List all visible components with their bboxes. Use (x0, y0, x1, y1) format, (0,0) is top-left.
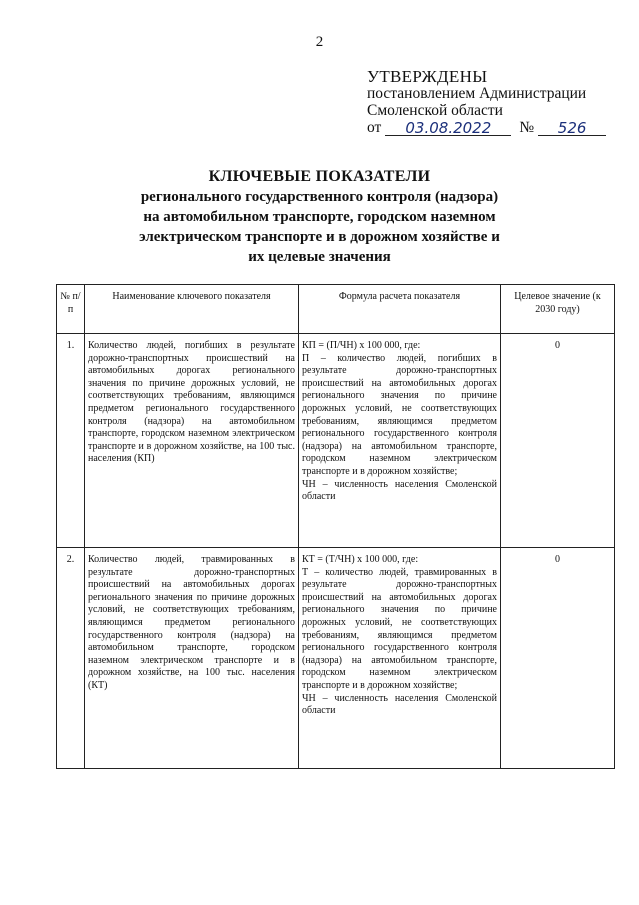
handwritten-date: 03.08.2022 (385, 121, 511, 136)
title-line-2: регионального государственного контроля (надзора) (140, 189, 499, 205)
key-indicators-table (56, 284, 615, 769)
formula-variable-1: Т – количество людей, травмированных в результате дорожно-транспортных происшествий на автомобильных дорогах регионального значения по причине дорожных условий, не соответствующих требованиям, являющимся предметом регионального государственного контроля (надзора) на автомобильном транспорте, городском наземном электрическом транспорте и в дорожном хозяйстве; (302, 566, 497, 691)
approval-stamp (367, 68, 606, 136)
header-target: Целевое значение (к 2030 году) (501, 285, 615, 334)
table-header-row (57, 285, 615, 334)
header-formula: Формула расчета показателя (299, 285, 501, 334)
table-row (57, 548, 615, 769)
approval-date-row (367, 119, 606, 136)
handwritten-number: 526 (538, 121, 606, 136)
document-title (0, 167, 639, 267)
header-num: № п/п (57, 285, 85, 334)
title-line-4: электрическом транспорте и в дорожном хозяйстве и (139, 229, 500, 245)
approval-line-1: постановлением Администрации (367, 85, 587, 102)
row-number: 2. (57, 548, 85, 769)
table-row (57, 334, 615, 548)
formula-main: КТ = (Т/ЧН) х 100 000, где: (302, 554, 419, 565)
formula-variable-2: ЧН – численность населения Смоленской области (302, 478, 497, 503)
header-name: Наименование ключевого показателя (85, 285, 299, 334)
target-value: 0 (501, 334, 615, 548)
indicator-formula (299, 548, 501, 769)
approval-heading: УТВЕРЖДЕНЫ (367, 67, 488, 86)
number-prefix: № (519, 119, 535, 136)
title-line-5: их целевые значения (248, 249, 391, 265)
formula-variable-1: П – количество людей, погибших в результате дорожно-транспортных происшествий на автомобильных дорогах регионального значения по причине дорожных условий, не соответствующих требованиям, являющимся предметом регионального государственного контроля (надзора) на автомобильном транспорте, городском наземном электрическом транспорте и в дорожном хозяйстве; (302, 352, 497, 477)
title-main: КЛЮЧЕВЫЕ ПОКАЗАТЕЛИ (208, 168, 431, 185)
approval-line-2: Смоленской области (367, 102, 503, 119)
formula-variable-2: ЧН – численность населения Смоленской области (302, 692, 497, 717)
title-line-3: на автомобильном транспорте, городском наземном (143, 209, 496, 225)
row-number: 1. (57, 334, 85, 548)
formula-main: КП = (П/ЧН) х 100 000, где: (302, 340, 421, 351)
indicator-name: Количество людей, травмированных в результате дорожно-транспортных происшествий на автомобильных дорогах регионального значения по причине дорожных условий, не соответствующих требованиям, являющимся предметом регионального государственного контроля (надзора) на автомобильном транспорте, городском наземном электрическом транспорте и в дорожном хозяйстве, на 100 тыс. населения (КТ) (85, 548, 299, 769)
target-value: 0 (501, 548, 615, 769)
from-prefix: от (367, 119, 382, 136)
indicator-name: Количество людей, погибших в результате дорожно-транспортных происшествий на автомобильных дорогах регионального значения по причине дорожных условий, не соответствующих требованиям, являющимся предметом регионального государственного контроля (надзора) на автомобильном транспорте, городском наземном электрическом транспорте и в дорожном хозяйстве, на 100 тыс. населения (КП) (85, 334, 299, 548)
page-number: 2 (315, 34, 324, 50)
indicator-formula (299, 334, 501, 548)
